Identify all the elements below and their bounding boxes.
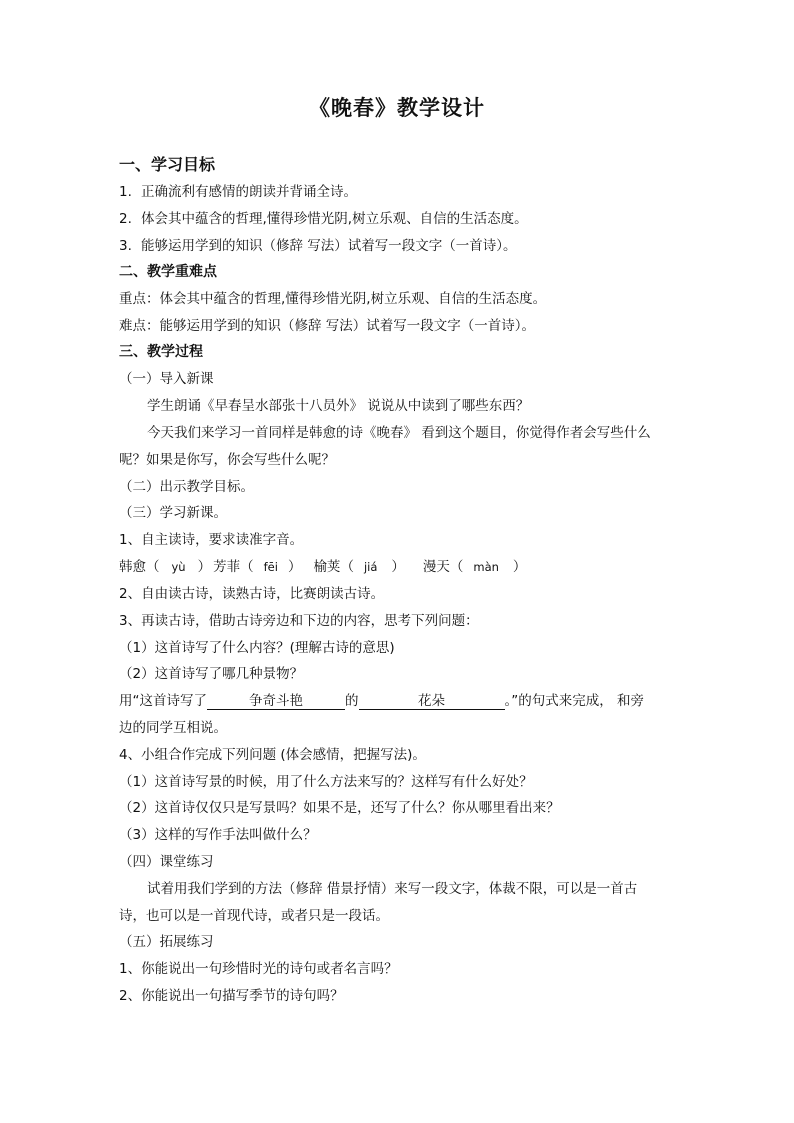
goal-number: 1. — [119, 184, 132, 200]
part-label-intro: （一）导入新课 — [119, 371, 214, 387]
fill-sentence-mid: 的 — [345, 693, 359, 709]
goal-item-1 — [119, 183, 357, 201]
goal-number: 2. — [119, 211, 132, 227]
practice-paragraph-cont: 诗，也可以是一首现代诗，或者只是一段话。 — [119, 908, 389, 924]
part-label-new-lesson: （三）学习新课。 — [119, 505, 227, 521]
key-point: 重点：体会其中蕴含的哲理,懂得珍惜光阴,树立乐观、自信的生活态度。 — [119, 291, 547, 307]
paren-open: （ — [240, 559, 254, 575]
step-1: 1、自主读诗，要求读准字音。 — [119, 532, 304, 548]
paren-close: ） — [197, 559, 212, 575]
goal-number: 3. — [119, 238, 132, 254]
goal-item-3 — [119, 237, 517, 255]
step-4: 4、小组合作完成下列问题 (体会感情，把握写法)。 — [119, 747, 426, 763]
goal-text: 能够运用学到的知识（修辞 写法）试着写一段文字（一首诗）。 — [141, 238, 517, 254]
part-label-goals: （二）出示教学目标。 — [119, 479, 254, 495]
paren-close: ） — [512, 559, 527, 575]
fill-blank-1: 争奇斗艳 — [207, 694, 345, 710]
step-3: 3、再读古诗，借助古诗旁边和下边的内容，思考下列问题： — [119, 613, 479, 629]
paren-close: ） — [391, 559, 405, 575]
paren-open: （ — [340, 559, 354, 575]
pinyin-text: màn — [473, 560, 499, 574]
practice-paragraph: 试着用我们学到的方法（修辞 借景抒情）来写一段文字，体裁不限，可以是一首古 — [147, 881, 638, 897]
document-title: 《晚春》教学设计 — [309, 96, 485, 120]
pinyin-row — [119, 558, 526, 576]
pinyin-word: 韩愈 — [119, 559, 146, 575]
question-4-1: （1）这首诗写景的时候，用了什么方法来写的？这样写有什么好处？ — [119, 774, 533, 790]
intro-paragraph-2-cont: 呢？如果是你写，你会写些什么呢？ — [119, 452, 335, 468]
pinyin-text: jiá — [363, 560, 378, 574]
part-label-extension: （五）拓展练习 — [119, 934, 214, 950]
extension-question-2: 2、你能说出一句描写季节的诗句吗？ — [119, 988, 344, 1004]
fill-sentence-pre: 用“这首诗写了 — [119, 693, 207, 709]
section-heading-goals: 一、学习目标 — [119, 155, 216, 174]
question-4-3: （3）这样的写作手法叫做什么？ — [119, 827, 317, 843]
goal-text: 体会其中蕴含的哲理,懂得珍惜光阴,树立乐观、自信的生活态度。 — [141, 211, 528, 227]
pinyin-text: fēi — [263, 560, 278, 574]
extension-question-1: 1、你能说出一句珍惜时光的诗句或者名言吗？ — [119, 961, 398, 977]
fill-sentence — [119, 692, 644, 710]
paren-close: ） — [287, 559, 302, 575]
pinyin-word: 漫天 — [422, 559, 450, 575]
intro-paragraph-2: 今天我们来学习一首同样是韩愈的诗《晚春》 看到这个题目，你觉得作者会写些什么 — [147, 425, 651, 441]
fill-blank-2: 花朵 — [359, 694, 505, 710]
paren-open: （ — [146, 559, 160, 575]
fill-sentence-cont: 边的同学互相说。 — [119, 720, 227, 736]
step-2: 2、自由读古诗，读熟古诗，比赛朗读古诗。 — [119, 586, 385, 602]
goal-item-2 — [119, 210, 528, 228]
section-heading-key-points: 二、教学重难点 — [119, 264, 217, 280]
pinyin-word: 芳菲 — [213, 559, 241, 575]
paren-open: （ — [449, 559, 464, 575]
section-heading-process: 三、教学过程 — [119, 344, 203, 360]
pinyin-word: 榆荚 — [313, 559, 341, 575]
part-label-practice: （四）课堂练习 — [119, 854, 214, 870]
question-2: （2）这首诗写了哪几种景物？ — [119, 666, 304, 682]
goal-text: 正确流利有感情的朗读并背诵全诗。 — [141, 184, 357, 200]
intro-paragraph-1: 学生朗诵《早春呈水部张十八员外》 说说从中读到了哪些东西？ — [147, 398, 530, 414]
fill-sentence-post: 。”的句式来完成， 和旁 — [504, 693, 645, 709]
difficult-point: 难点：能够运用学到的知识（修辞 写法）试着写一段文字（一首诗）。 — [119, 318, 536, 334]
pinyin-text: yù — [171, 560, 186, 574]
question-4-2: （2）这首诗仅仅只是写景吗？如果不是，还写了什么？你从哪里看出来？ — [119, 800, 560, 816]
question-1: （1）这首诗写了什么内容？(理解古诗的意思) — [119, 640, 395, 656]
